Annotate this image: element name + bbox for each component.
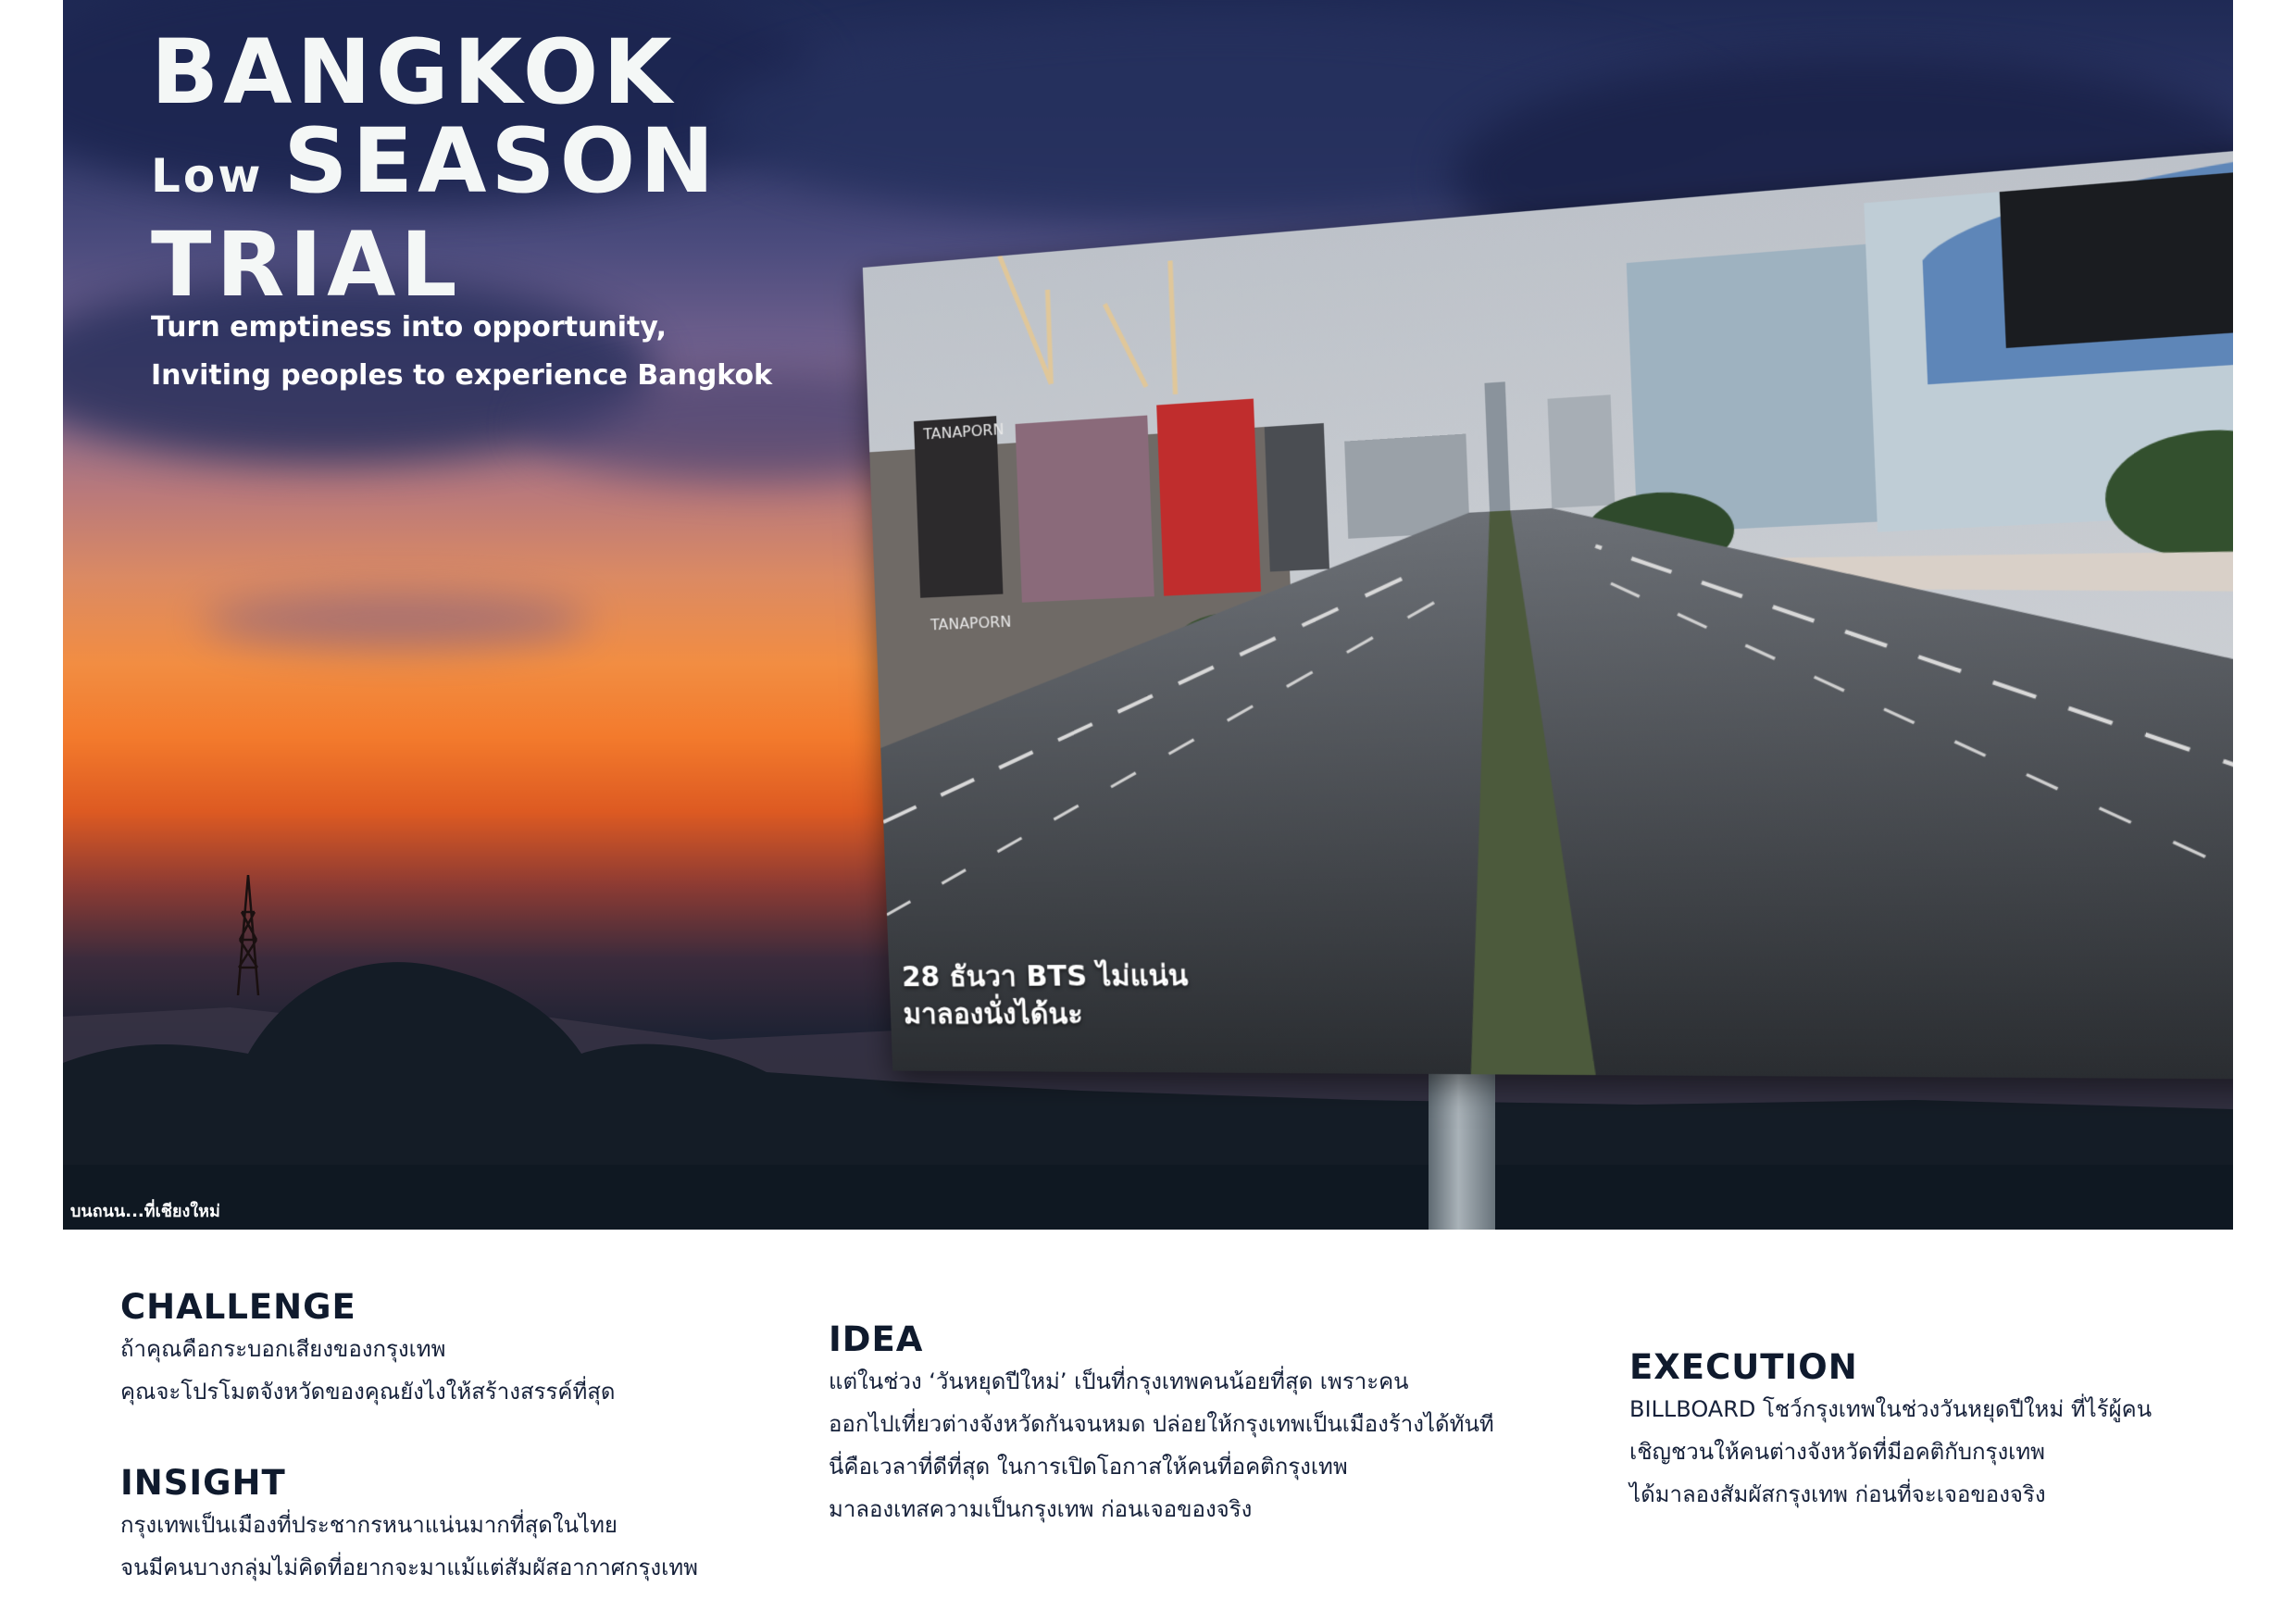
- billboard: [863, 137, 2233, 1081]
- tagline-line-1: Turn emptiness into opportunity,: [151, 311, 667, 344]
- title-low: Low: [151, 149, 264, 203]
- empty-road-photo: [863, 137, 2233, 1081]
- insight-line-2: จนมีคนบางกลุ่มไม่คิดที่อยากจะมาแม้แต่สัมผัสอากาศกรุงเทพ: [120, 1555, 698, 1580]
- execution-heading: EXECUTION: [1629, 1347, 1858, 1387]
- title-line-2: [151, 109, 719, 220]
- tagline-line-2: Inviting peoples to experience Bangkok: [151, 359, 773, 392]
- photo-credit: บนถนน...ที่เชียงใหม่: [70, 1202, 220, 1221]
- idea-heading: IDEA: [829, 1319, 924, 1359]
- sign-text-1: TANAPORN: [922, 419, 1004, 443]
- idea-section: [829, 1319, 1494, 1530]
- campaign-title: [151, 20, 719, 317]
- red-ad: [1156, 399, 1261, 596]
- billboard-caption-line-1: 28 ธันวา BTS ไม่แน่น: [901, 959, 1189, 994]
- sign-text-2: TANAPORN: [930, 612, 1012, 634]
- idea-line-1: แต่ในช่วง ‘วันหยุดปีใหม่’ เป็นที่กรุงเทพคนน้อยที่สุด เพราะคน: [829, 1368, 1409, 1394]
- cloud: [202, 593, 591, 648]
- title-season: SEASON: [283, 109, 719, 213]
- insight-line-1: กรุงเทพเป็นเมืองที่ประชากรหนาแน่นมากที่สุดในไทย: [120, 1512, 618, 1538]
- challenge-heading: CHALLENGE: [120, 1287, 356, 1327]
- execution-line-2: เชิญชวนให้คนต่างจังหวัดที่มีอคติกับกรุงเทพ: [1629, 1439, 2046, 1465]
- cosmetic-ad: [1016, 416, 1154, 603]
- tagline: [151, 304, 772, 400]
- execution-line-1: BILLBOARD โชว์กรุงเทพในช่วงวันหยุดปีใหม่ ที่ไร้ผู้คน: [1629, 1396, 2152, 1422]
- power-pylon: [234, 875, 262, 995]
- insight-section: [120, 1463, 698, 1589]
- idea-line-4: มาลองเทสความเป็นกรุงเทพ ก่อนเจอของจริง: [829, 1496, 1253, 1522]
- challenge-line-2: คุณจะโปรโมตจังหวัดของคุณยังไงให้สร้างสรรค์ที่สุด: [120, 1379, 616, 1405]
- hero-image: [63, 0, 2233, 1230]
- challenge-line-1: ถ้าคุณคือกระบอกเสียงของกรุงเทพ: [120, 1336, 446, 1362]
- fashion-ad: [914, 416, 1003, 598]
- execution-line-3: ได้มาลองสัมผัสกรุงเทพ ก่อนที่จะเจอของจริง: [1629, 1481, 2046, 1507]
- title-line-1: BANGKOK: [151, 20, 677, 124]
- billboard-caption: [901, 957, 1190, 1034]
- execution-section: [1629, 1347, 2152, 1516]
- title-line-3: TRIAL: [151, 213, 462, 317]
- billboard-caption-line-2: มาลองนั่งได้นะ: [903, 997, 1084, 1031]
- mall-screen: [2000, 161, 2233, 348]
- idea-line-2: ออกไปเที่ยวต่างจังหวัดกันจนหมด ปล่อยให้กรุงเทพเป็นเมืองร้างได้ทันที: [829, 1411, 1494, 1437]
- idea-line-3: นี่คือเวลาที่ดีที่สุด ในการเปิดโอกาสให้คนที่อคติกรุงเทพ: [829, 1454, 1348, 1480]
- challenge-section: [120, 1287, 616, 1413]
- insight-heading: INSIGHT: [120, 1463, 286, 1503]
